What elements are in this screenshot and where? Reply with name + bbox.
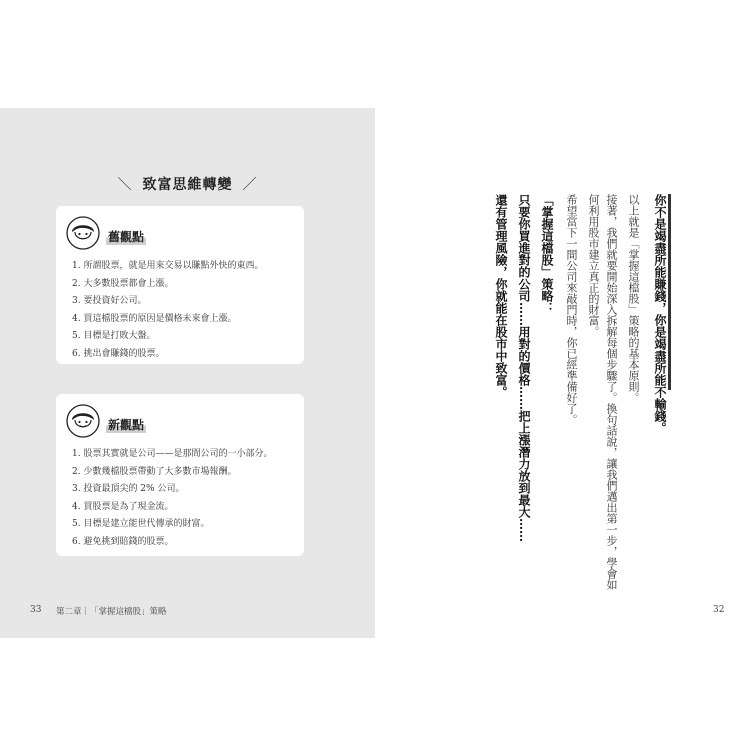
- vertical-text-column: 只要你買進對的公司……用對的價格……把上漲潛力放到最大……: [517, 194, 531, 542]
- vertical-text-column: 「掌握這檔股」策略：: [540, 194, 554, 314]
- list-item: 2. 大多數股票都會上漲。: [72, 278, 174, 289]
- x-mark-icon: [244, 298, 304, 358]
- list-item: 5. 目標是打敗大盤。: [72, 331, 156, 341]
- chapter-running-head: 第二章｜「掌握這檔股」策略: [56, 607, 167, 617]
- list-item: 2. 少數幾檔股票帶動了大多數市場報酬。: [72, 466, 237, 477]
- quote-bar: [668, 194, 671, 390]
- new-view-header: [66, 404, 296, 440]
- vertical-text-column: 還有管理風險，你就能在股市中致富。: [494, 194, 508, 398]
- slash-left-icon: ＼: [117, 177, 133, 193]
- right-page: [375, 108, 750, 638]
- left-page: [0, 108, 375, 638]
- vertical-text-column: 何利用股市建立真正的財富。: [587, 194, 600, 337]
- list-item: 5. 目標是建立能世代傳承的財富。: [72, 519, 210, 529]
- list-item: 1. 所謂股票，就是用來交易以賺點外快的東西。: [72, 261, 264, 271]
- list-item: 6. 挑出會賺錢的股票。: [72, 348, 165, 359]
- book-spread: [0, 108, 750, 638]
- vertical-text-column: 希望當下一間公司來敲門時，你已經準備好了。: [565, 194, 578, 425]
- avatar-icon: [66, 216, 100, 250]
- vertical-text-column: 你不是竭盡所能賺錢，你是竭盡所能不輸錢。: [653, 194, 667, 434]
- list-item: 4. 買股票是為了現金流。: [72, 501, 174, 512]
- section-title-text: 致富思維轉變: [142, 177, 233, 193]
- old-view-title: 舊觀點: [108, 230, 145, 244]
- list-item: 4. 買這檔股票的原因是價格未來會上漲。: [72, 313, 237, 324]
- vertical-text-column: 接著，我們就要開始深入拆解每個步驟了。換句話說，讓我們邁出第一步，學會如: [605, 194, 618, 590]
- list-item: 1. 股票其實就是公司——是那間公司的一小部分。: [72, 449, 273, 459]
- list-item: 6. 避免挑到賠錢的股票。: [72, 536, 174, 547]
- old-view-header: [66, 216, 296, 252]
- vertical-text-column: 以上就是「掌握這檔股」策略的基本原則。: [627, 194, 640, 403]
- avatar-icon: [66, 404, 100, 438]
- slash-right-icon: ／: [242, 177, 258, 193]
- page-number-left: 33: [30, 605, 42, 615]
- old-view-list: [72, 258, 263, 363]
- o-mark-icon: [243, 480, 305, 542]
- page-number-right: 32: [713, 605, 725, 615]
- list-item: 3. 要投資好公司。: [72, 296, 147, 306]
- section-title: [0, 174, 375, 194]
- new-view-title: 新觀點: [108, 418, 145, 432]
- list-item: 3. 投資最頂尖的 2% 公司。: [72, 484, 185, 494]
